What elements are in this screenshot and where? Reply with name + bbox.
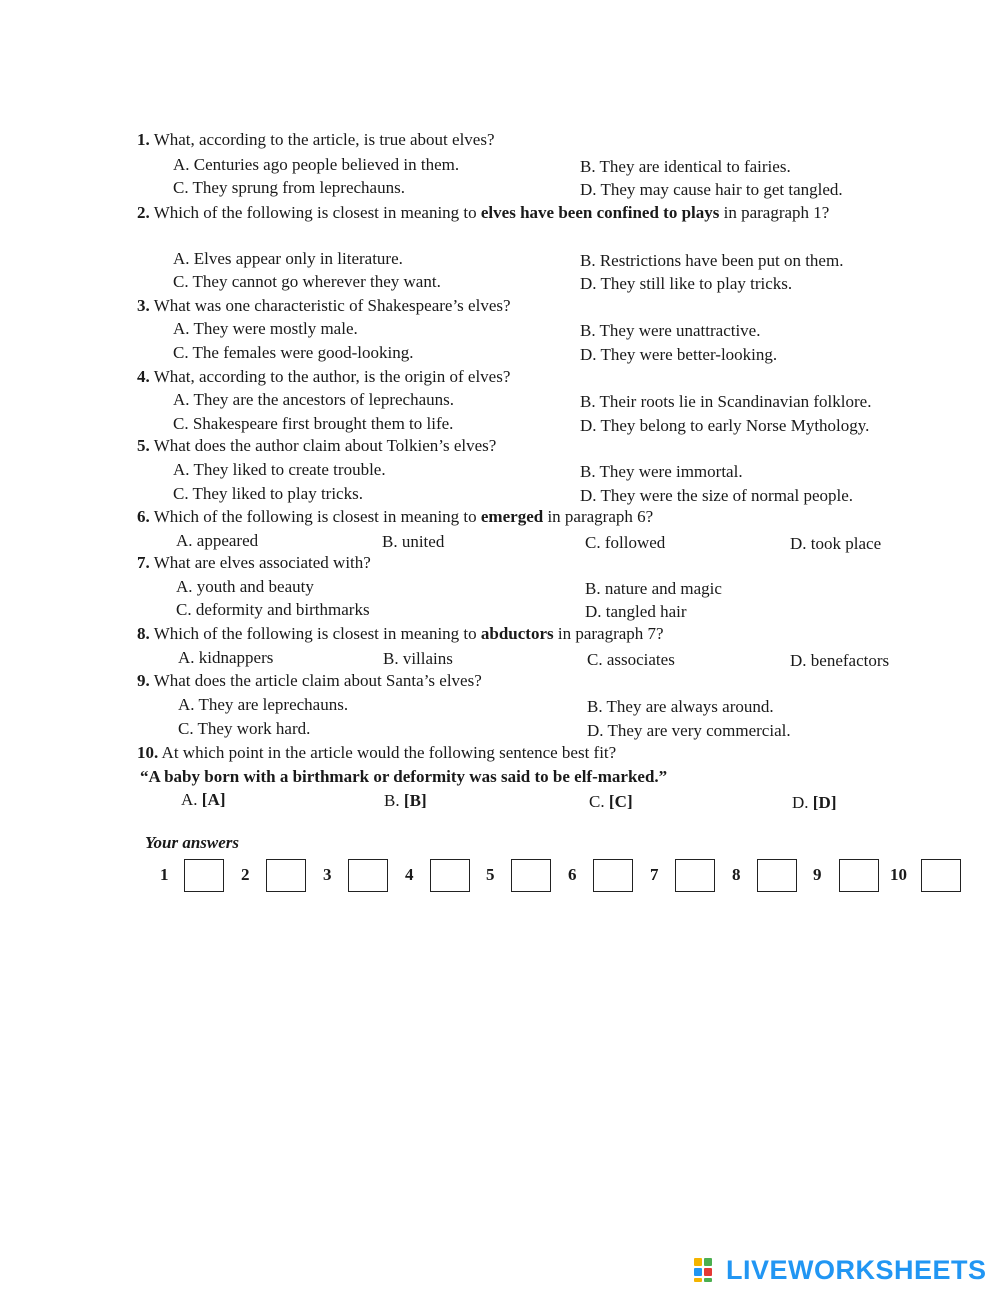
q10-quote-sentence: “A baby born with a birthmark or deformity was said to be elf-marked.” <box>140 767 668 786</box>
question-2 <box>137 202 967 224</box>
answer-number-6: 6 <box>568 865 577 884</box>
question-8 <box>137 623 967 645</box>
q9-option-c[interactable]: C. They work hard. <box>178 719 311 738</box>
q4-option-a[interactable]: A. They are the ancestors of leprechauns. <box>173 390 455 409</box>
q6-option-d[interactable]: D. took place <box>790 534 882 553</box>
question-number: 8. <box>137 624 150 643</box>
question-10 <box>137 742 967 764</box>
answers-row <box>160 859 970 899</box>
answer-number-3: 3 <box>323 865 332 884</box>
question-text-end: in paragraph 6? <box>543 507 654 526</box>
q10-option-a[interactable] <box>181 789 226 811</box>
logo-square-red <box>704 1268 712 1276</box>
question-text: At which point in the article would the following sentence best fit? <box>158 743 617 762</box>
option-prefix: A. <box>181 790 202 809</box>
question-text: What was one characteristic of Shakespeare’s elves? <box>149 296 511 315</box>
question-text: Which of the following is closest in meaning to <box>149 507 481 526</box>
question-text: What does the author claim about Tolkien’s elves? <box>149 436 497 455</box>
question-number: 5. <box>137 436 150 455</box>
q2-option-b[interactable]: B. Restrictions have been put on them. <box>580 251 844 270</box>
question-1 <box>137 129 967 151</box>
question-number: 9. <box>137 671 150 690</box>
question-4 <box>137 366 967 388</box>
answer-box-2[interactable] <box>266 859 306 892</box>
option-prefix: B. <box>384 791 404 810</box>
q4-option-b[interactable]: B. Their roots lie in Scandinavian folklore. <box>580 392 872 411</box>
q8-option-c[interactable]: C. associates <box>587 650 675 669</box>
answer-number-8: 8 <box>732 865 741 884</box>
q3-option-d[interactable]: D. They were better-looking. <box>580 345 778 364</box>
q1-option-a[interactable]: A. Centuries ago people believed in them. <box>173 155 460 174</box>
q9-option-b[interactable]: B. They are always around. <box>587 697 774 716</box>
question-9 <box>137 670 967 692</box>
q1-option-b[interactable]: B. They are identical to fairies. <box>580 157 791 176</box>
answer-box-5[interactable] <box>511 859 551 892</box>
answer-box-6[interactable] <box>593 859 633 892</box>
q4-option-c[interactable]: C. Shakespeare first brought them to life. <box>173 414 454 433</box>
question-number: 4. <box>137 367 150 386</box>
question-number: 3. <box>137 296 150 315</box>
q2-option-d[interactable]: D. They still like to play tricks. <box>580 274 793 293</box>
question-number: 1. <box>137 130 150 149</box>
option-prefix: C. <box>589 792 609 811</box>
logo-square-yellow-2 <box>694 1278 702 1282</box>
q8-option-b[interactable]: B. villains <box>383 649 453 668</box>
logo-square-green <box>704 1258 712 1266</box>
q5-option-a[interactable]: A. They liked to create trouble. <box>173 460 386 479</box>
option-mark: [C] <box>608 792 633 811</box>
question-emphasis: abductors <box>480 624 554 643</box>
logo-square-green-2 <box>704 1278 712 1282</box>
answer-box-4[interactable] <box>430 859 470 892</box>
liveworksheets-logo-icon <box>694 1256 722 1284</box>
q9-option-a[interactable]: A. They are leprechauns. <box>178 695 349 714</box>
q1-option-d[interactable]: D. They may cause hair to get tangled. <box>580 180 843 199</box>
question-text-end: in paragraph 7? <box>553 624 664 643</box>
q8-option-a[interactable]: A. kidnappers <box>178 648 274 667</box>
answer-box-7[interactable] <box>675 859 715 892</box>
answer-number-2: 2 <box>241 865 250 884</box>
liveworksheets-logo[interactable] <box>694 1250 994 1290</box>
answer-box-3[interactable] <box>348 859 388 892</box>
question-text: What, according to the article, is true about elves? <box>149 130 495 149</box>
option-mark: [D] <box>812 793 837 812</box>
logo-text: LIVEWORKSHEETS <box>726 1254 987 1285</box>
question-text: Which of the following is closest in meaning to <box>149 203 481 222</box>
logo-square-blue <box>694 1268 702 1276</box>
answer-number-4: 4 <box>405 865 414 884</box>
question-number: 10. <box>137 743 159 762</box>
question-text: What are elves associated with? <box>149 553 371 572</box>
answer-box-8[interactable] <box>757 859 797 892</box>
q3-option-b[interactable]: B. They were unattractive. <box>580 321 761 340</box>
q7-option-d[interactable]: D. tangled hair <box>585 602 687 621</box>
question-emphasis: elves have been confined to plays <box>480 203 720 222</box>
question-text: What does the article claim about Santa’s elves? <box>149 671 482 690</box>
q6-option-c[interactable]: C. followed <box>585 533 666 552</box>
q3-option-c[interactable]: C. The females were good-looking. <box>173 343 414 362</box>
q10-option-b[interactable] <box>384 790 427 812</box>
q6-option-a[interactable]: A. appeared <box>176 531 259 550</box>
question-text-end: in paragraph 1? <box>719 203 830 222</box>
q9-option-d[interactable]: D. They are very commercial. <box>587 721 791 740</box>
question-7 <box>137 552 967 574</box>
answer-box-9[interactable] <box>839 859 879 892</box>
question-text: What, according to the author, is the origin of elves? <box>149 367 511 386</box>
answer-number-7: 7 <box>650 865 659 884</box>
option-mark: [B] <box>403 791 427 810</box>
q8-option-d[interactable]: D. benefactors <box>790 651 890 670</box>
question-number: 6. <box>137 507 150 526</box>
q7-option-b[interactable]: B. nature and magic <box>585 579 722 598</box>
question-3 <box>137 295 967 317</box>
q5-option-b[interactable]: B. They were immortal. <box>580 462 743 481</box>
answer-number-9: 9 <box>813 865 822 884</box>
q3-option-a[interactable]: A. They were mostly male. <box>173 319 358 338</box>
answers-title: Your answers <box>145 833 240 852</box>
question-emphasis: emerged <box>480 507 544 526</box>
answer-box-10[interactable] <box>921 859 961 892</box>
q5-option-c[interactable]: C. They liked to play tricks. <box>173 484 363 503</box>
question-number: 2. <box>137 203 150 222</box>
question-5 <box>137 435 967 457</box>
q2-option-a[interactable]: A. Elves appear only in literature. <box>173 249 403 268</box>
logo-square-yellow <box>694 1258 702 1266</box>
q7-option-a[interactable]: A. youth and beauty <box>176 577 314 596</box>
q2-option-c[interactable]: C. They cannot go wherever they want. <box>173 272 441 291</box>
question-6 <box>137 506 967 528</box>
answer-box-1[interactable] <box>184 859 224 892</box>
q1-option-c[interactable]: C. They sprung from leprechauns. <box>173 178 405 197</box>
answer-number-5: 5 <box>486 865 495 884</box>
answer-number-10: 10 <box>890 865 907 884</box>
q6-option-b[interactable]: B. united <box>382 532 445 551</box>
option-mark: [A] <box>201 790 226 809</box>
q10-option-d[interactable] <box>792 792 837 814</box>
q7-option-c[interactable]: C. deformity and birthmarks <box>176 600 370 619</box>
q4-option-d[interactable]: D. They belong to early Norse Mythology. <box>580 416 870 435</box>
answer-number-1: 1 <box>160 865 169 884</box>
q5-option-d[interactable]: D. They were the size of normal people. <box>580 486 854 505</box>
question-number: 7. <box>137 553 150 572</box>
q10-option-c[interactable] <box>589 791 633 813</box>
option-prefix: D. <box>792 793 813 812</box>
question-text: Which of the following is closest in meaning to <box>149 624 481 643</box>
